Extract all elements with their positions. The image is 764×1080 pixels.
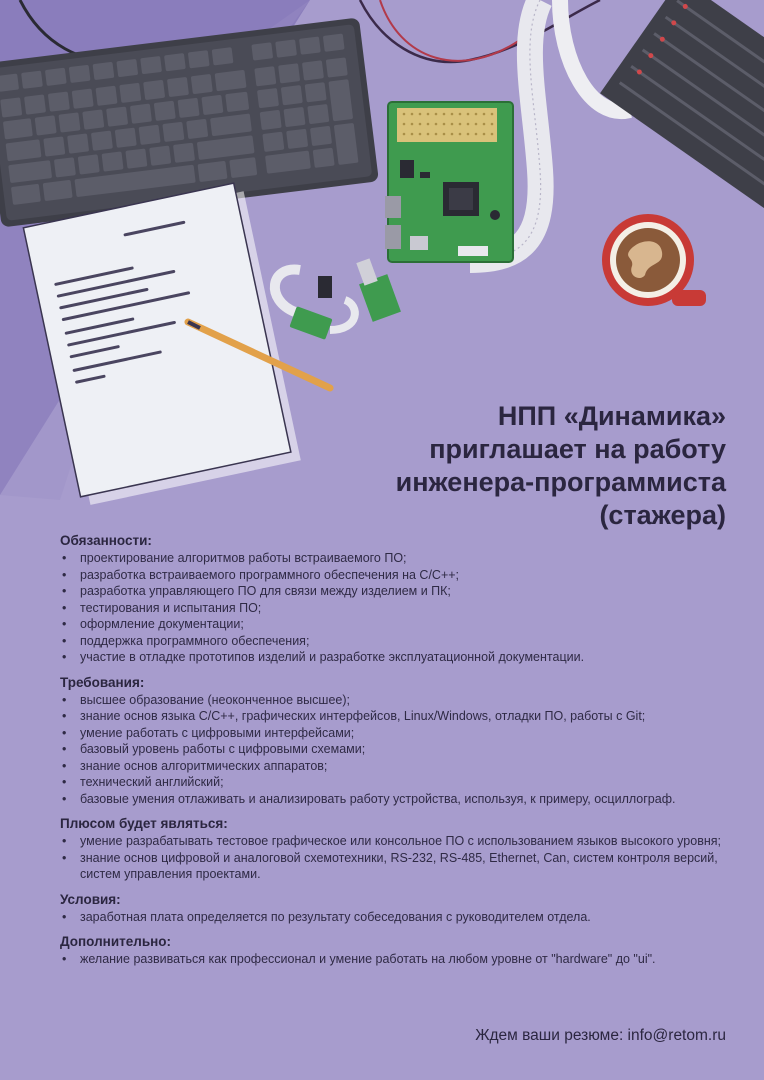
- headline-company: НПП «Динамика»: [497, 401, 726, 431]
- section-duties: [60, 532, 740, 666]
- list-item: • желание развиваться как профессионал и умение работать на любом уровне от "hardware" до "ui".: [60, 951, 740, 968]
- section-title: Обязанности:: [60, 533, 152, 548]
- list-item: • высшее образование (неоконченное высшее);: [60, 692, 740, 709]
- list-item: • поддержка программного обеспечения;: [60, 633, 740, 650]
- list-item: • умение разрабатывать тестовое графическое или консольное ПО с использованием языков высокого уровня;: [60, 833, 740, 850]
- list-item: • участие в отладке прототипов изделий и разработке эксплуатационной документации.: [60, 649, 740, 666]
- section-requirements: [60, 674, 740, 808]
- duties-list: [60, 550, 740, 666]
- section-plus: [60, 815, 740, 883]
- equipment-rack-icon: [600, 0, 764, 208]
- section-title: Плюсом будет являться:: [60, 816, 228, 831]
- list-item: • знание основ языка C/C++, графических интерфейсов, Linux/Windows, отладки ПО, работы с Git;: [60, 708, 740, 725]
- list-item: • знание основ цифровой и аналоговой схемотехники, RS-232, RS-485, Ethernet, Can, систем контроля версий, систем управления проектами.: [60, 850, 740, 883]
- list-item: • разработка управляющего ПО для связи между изделием и ПК;: [60, 583, 740, 600]
- footer-contact: Ждем ваши резюме: info@retom.ru: [475, 1027, 726, 1044]
- dev-board-icon: [385, 102, 513, 262]
- headline: [246, 400, 726, 532]
- section-conditions: [60, 891, 740, 926]
- list-item: • заработная плата определяется по результату собеседования с руководителем отдела.: [60, 909, 740, 926]
- list-item: • знание основ алгоритмических аппаратов;: [60, 758, 740, 775]
- cable-icon: [380, 0, 520, 61]
- conditions-list: [60, 909, 740, 926]
- vacancy-content: [60, 532, 740, 976]
- list-item: • тестирования и испытания ПО;: [60, 600, 740, 617]
- list-item: • проектирование алгоритмов работы встраиваемого ПО;: [60, 550, 740, 567]
- section-title: Требования:: [60, 674, 145, 690]
- list-item: • технический английский;: [60, 774, 740, 791]
- headline-position: инженера-программиста: [395, 467, 726, 497]
- section-additional: [60, 933, 740, 968]
- list-item: • базовый уровень работы с цифровыми схемами;: [60, 741, 740, 758]
- headline-level: (стажера): [599, 500, 726, 530]
- section-title: Дополнительно:: [60, 934, 172, 949]
- coffee-cup-icon: [602, 214, 706, 306]
- additional-list: [60, 951, 740, 968]
- list-item: • оформление документации;: [60, 616, 740, 633]
- list-item: • умение работать с цифровыми интерфейсами;: [60, 725, 740, 742]
- list-item: • разработка встраиваемого программного обеспечения на C/C++;: [60, 567, 740, 584]
- section-title: Условия:: [60, 891, 121, 907]
- headline-invite: приглашает на работу: [429, 434, 726, 464]
- requirements-list: [60, 692, 740, 808]
- list-item: • базовые умения отлаживать и анализировать работу устройства, используя, к примеру, осциллограф.: [60, 791, 740, 808]
- usb-adapter-icon: [275, 258, 401, 340]
- plus-list: [60, 833, 740, 883]
